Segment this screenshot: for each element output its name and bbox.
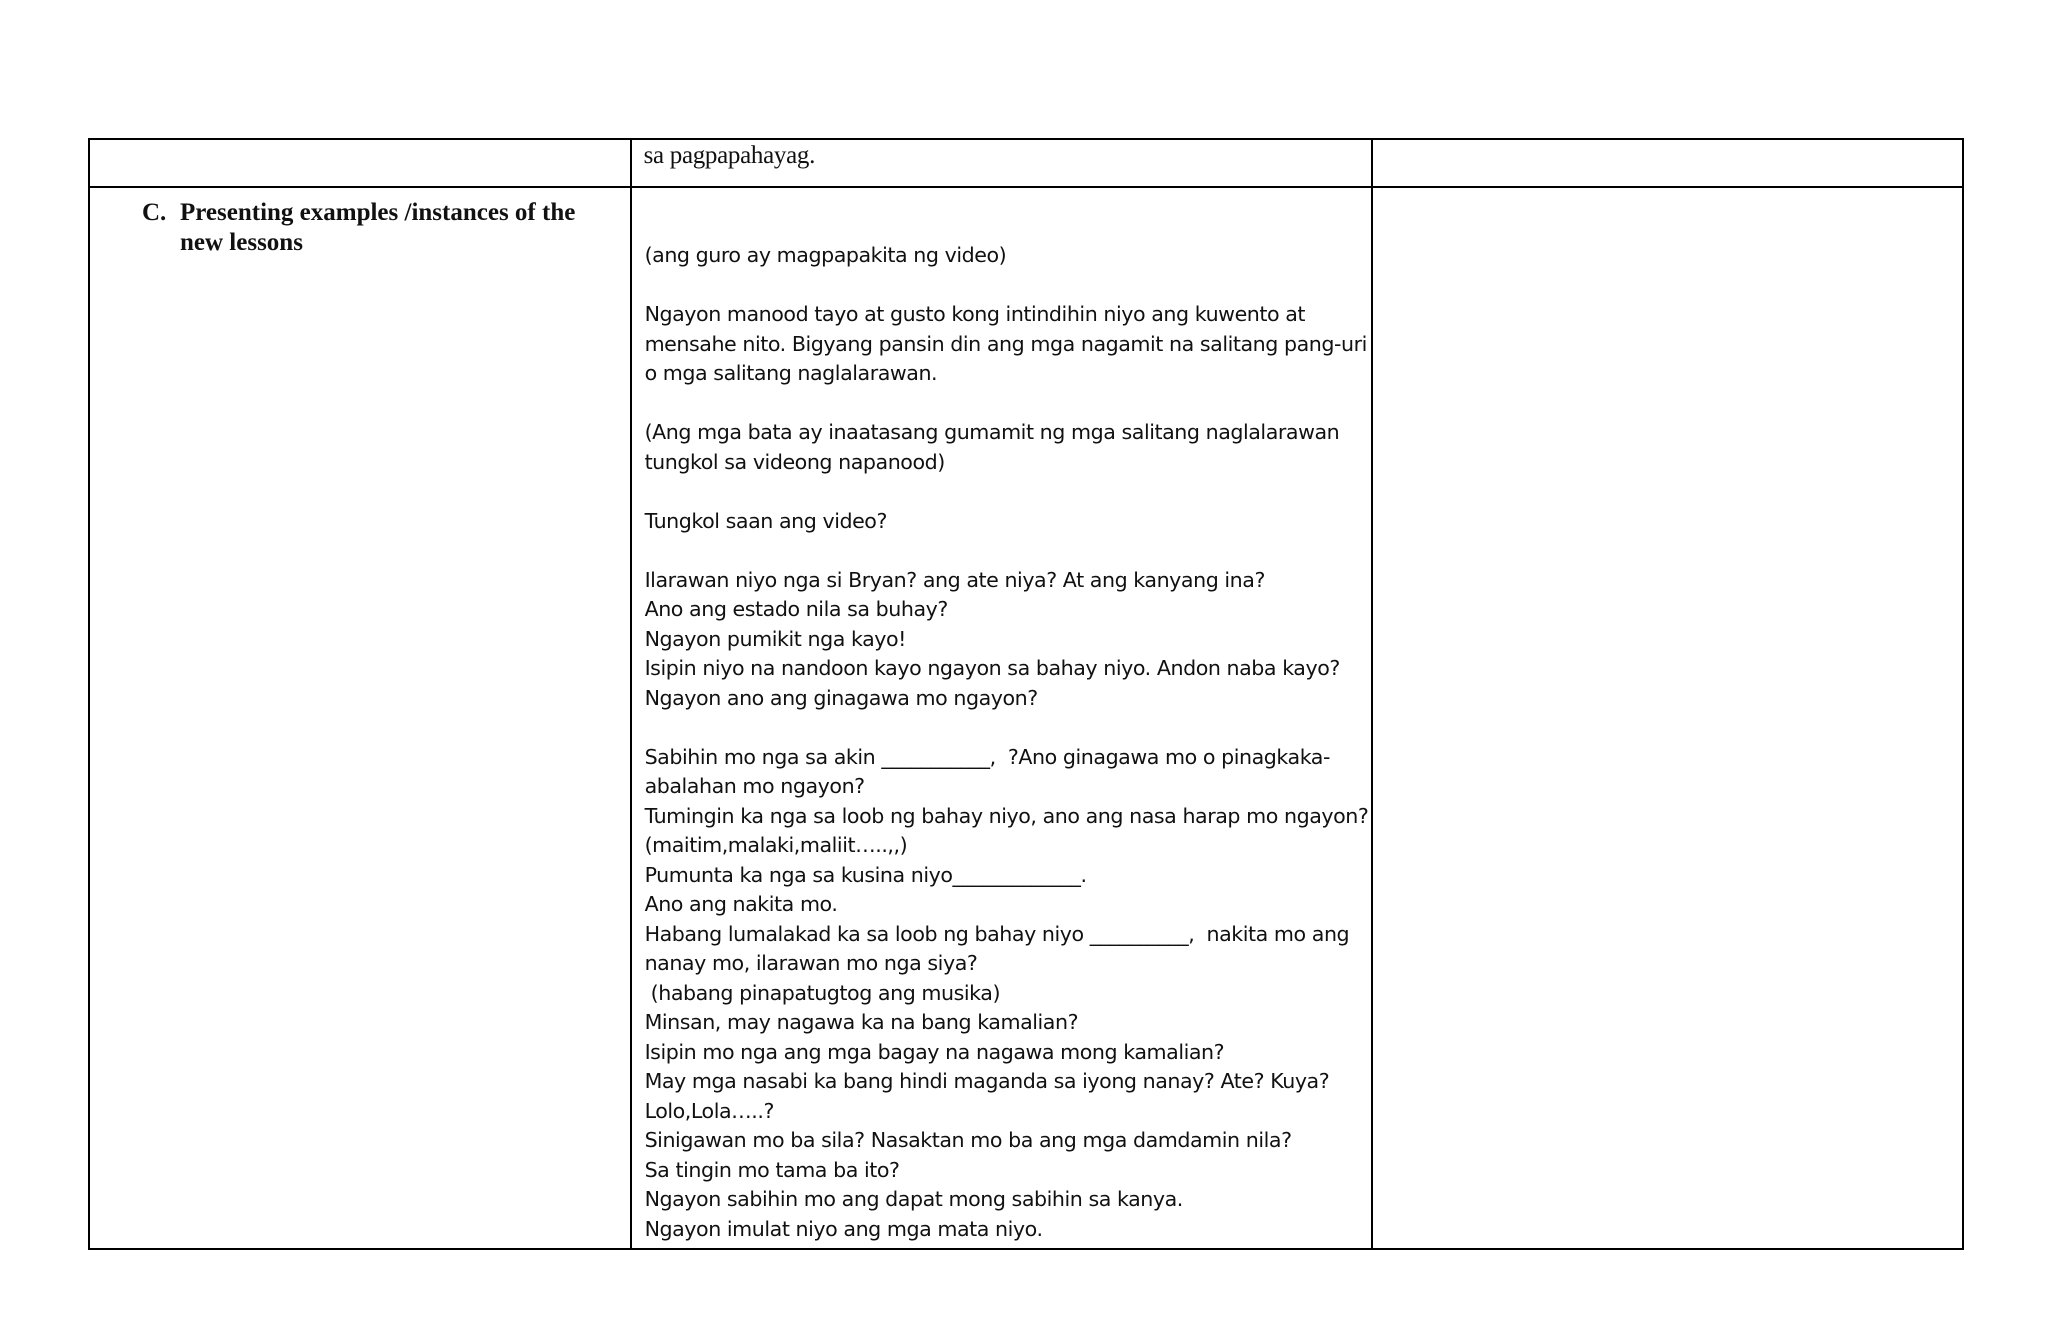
content-line: Ngayon manood tayo at gusto kong intindihin niyo ang kuwento at: [644, 302, 1306, 326]
content-line: Pumunta ka nga sa kusina niyo_____________.: [644, 862, 1087, 887]
section-heading: [90, 188, 630, 258]
content-line: Tumingin ka nga sa loob ng bahay niyo, ano ang nasa harap mo ngayon?: [644, 803, 1369, 828]
content-line: tungkol sa videong napanood): [644, 449, 945, 474]
content-line: May mga nasabi ka bang hindi maganda sa iyong nanay? Ate? Kuya?: [644, 1069, 1330, 1093]
lesson-content-text: [632, 188, 1372, 1244]
content-line: Minsan, may nagawa ka na bang kamalian?: [644, 1010, 1079, 1034]
blank-line: [645, 713, 1358, 743]
content-line: Ngayon imulat niyo ang mga mata niyo.: [644, 1216, 1043, 1241]
content-line: (Ang mga bata ay inaatasang gumamit ng mga salitang naglalarawan: [644, 420, 1340, 444]
table-cell-content: [631, 139, 1373, 187]
content-line: abalahan mo ngayon?: [644, 774, 865, 798]
table-row: [89, 187, 1963, 1249]
table-cell-procedure: [89, 187, 631, 1249]
content-line: Sinigawan mo ba sila? Nasaktan mo ba ang mga damdamin nila?: [644, 1128, 1292, 1152]
content-line: (ang guro ay magpapakita ng video): [644, 243, 1007, 267]
table-cell-remarks: [1372, 187, 1963, 1249]
table-cell-remarks: [1372, 139, 1963, 187]
blank-line: [645, 477, 1358, 507]
content-line: Sa tingin mo tama ba ito?: [644, 1157, 900, 1182]
content-line: Habang lumalakad ka sa loob ng bahay niyo __________, nakita mo ang: [644, 921, 1350, 946]
blank-line: [645, 389, 1358, 419]
content-line: o mga salitang naglalarawan.: [644, 361, 938, 385]
content-line: nanay mo, ilarawan mo nga siya?: [644, 951, 978, 975]
blank-line: [645, 271, 1358, 301]
content-line: Ngayon pumikit nga kayo!: [644, 626, 906, 651]
lesson-plan-table: [88, 138, 1964, 1250]
content-line: Isipin niyo na nandoon kayo ngayon sa bahay niyo. Andon naba kayo?: [644, 656, 1340, 680]
content-line: Sabihin mo nga sa akin ___________, ?Ano ginagawa mo o pinagkaka-: [644, 744, 1330, 769]
content-line: Ilarawan niyo nga si Bryan? ang ate niya? At ang kanyang ina?: [644, 567, 1265, 592]
table-row: [89, 139, 1963, 187]
content-line: Ngayon sabihin mo ang dapat mong sabihin sa kanya.: [644, 1187, 1183, 1211]
content-line: Ano ang estado nila sa buhay?: [644, 597, 948, 621]
table-cell-procedure: [89, 139, 631, 187]
continued-text: sa pagpapahayag.: [643, 142, 816, 169]
content-line: Tungkol saan ang video?: [644, 508, 887, 533]
content-line: (habang pinapatugtog ang musika): [644, 980, 1001, 1005]
table-cell-content: [631, 187, 1373, 1249]
content-line: mensahe nito. Bigyang pansin din ang mga nagamit na salitang pang-uri: [644, 331, 1367, 356]
content-line: Isipin mo nga ang mga bagay na nagawa mong kamalian?: [644, 1039, 1225, 1064]
content-line: (maitim,malaki,maliit…..,,): [644, 833, 908, 857]
content-line: Ano ang nakita mo.: [644, 892, 838, 916]
content-line: Ngayon ano ang ginagawa mo ngayon?: [644, 685, 1038, 710]
content-line: Lolo,Lola…..?: [644, 1098, 774, 1123]
section-title: Presenting examples /instances of the new lessons: [180, 199, 576, 256]
section-letter: C.: [142, 199, 167, 226]
blank-line: [645, 536, 1358, 566]
